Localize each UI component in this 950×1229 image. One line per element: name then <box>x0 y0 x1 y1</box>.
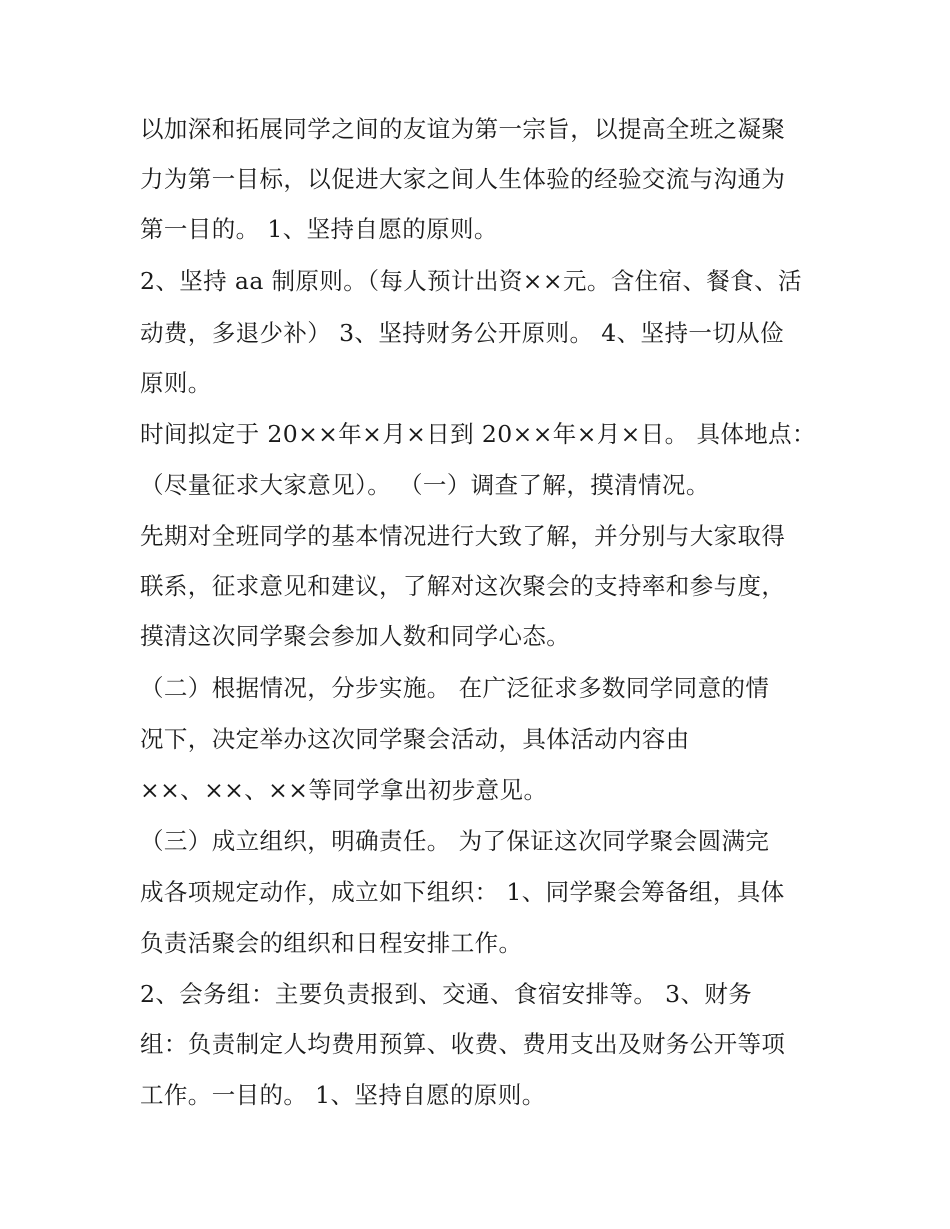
text-line: （三）成立组织，明确责任。 为了保证这次同学聚会圆满完 <box>140 827 770 855</box>
text-line: （二）根据情况，分步实施。 在广泛征求多数同学同意的情 <box>140 674 770 702</box>
text-line: 以加深和拓展同学之间的友谊为第一宗旨，以提高全班之凝聚 <box>140 115 786 143</box>
text-line: 负责活聚会的组织和日程安排工作。 <box>140 929 523 957</box>
text-line: 2、会务组：主要负责报到、交通、食宿安排等。 3、财务 <box>140 980 753 1008</box>
text-line: 原则。 <box>140 369 212 397</box>
text-line: 况下，决定举办这次同学聚会活动，具体活动内容由 <box>140 725 690 753</box>
text-line: 动费，多退少补） 3、坚持财务公开原则。 4、坚持一切从俭 <box>140 319 784 347</box>
text-line: 第一目的。 1、坚持自愿的原则。 <box>140 215 498 243</box>
text-line: 时间拟定于 20××年×月×日到 20××年×月×日。 具体地点： <box>140 420 816 448</box>
text-line: 成各项规定动作，成立如下组织： 1、同学聚会筹备组，具体 <box>140 878 785 906</box>
text-line: 2、坚持 aa 制原则。（每人预计出资××元。含住宿、餐食、活 <box>140 267 802 295</box>
text-line: 工作。一目的。 1、坚持自愿的原则。 <box>140 1081 546 1109</box>
text-line: 摸清这次同学聚会参加人数和同学心态。 <box>140 622 571 650</box>
text-line: ××、××、××等同学拿出初步意见。 <box>140 776 548 804</box>
text-line: 组：负责制定人均费用预算、收费、费用支出及财务公开等项 <box>140 1030 786 1058</box>
text-line: 力为第一目标，以促进大家之间人生体验的经验交流与沟通为 <box>140 165 786 193</box>
text-line: 先期对全班同学的基本情况进行大致了解，并分别与大家取得 <box>140 522 786 550</box>
text-line: （尽量征求大家意见）。 （一）调查了解，摸清情况。 <box>140 471 710 499</box>
text-line: 联系，征求意见和建议，了解对这次聚会的支持率和参与度， <box>140 572 786 600</box>
